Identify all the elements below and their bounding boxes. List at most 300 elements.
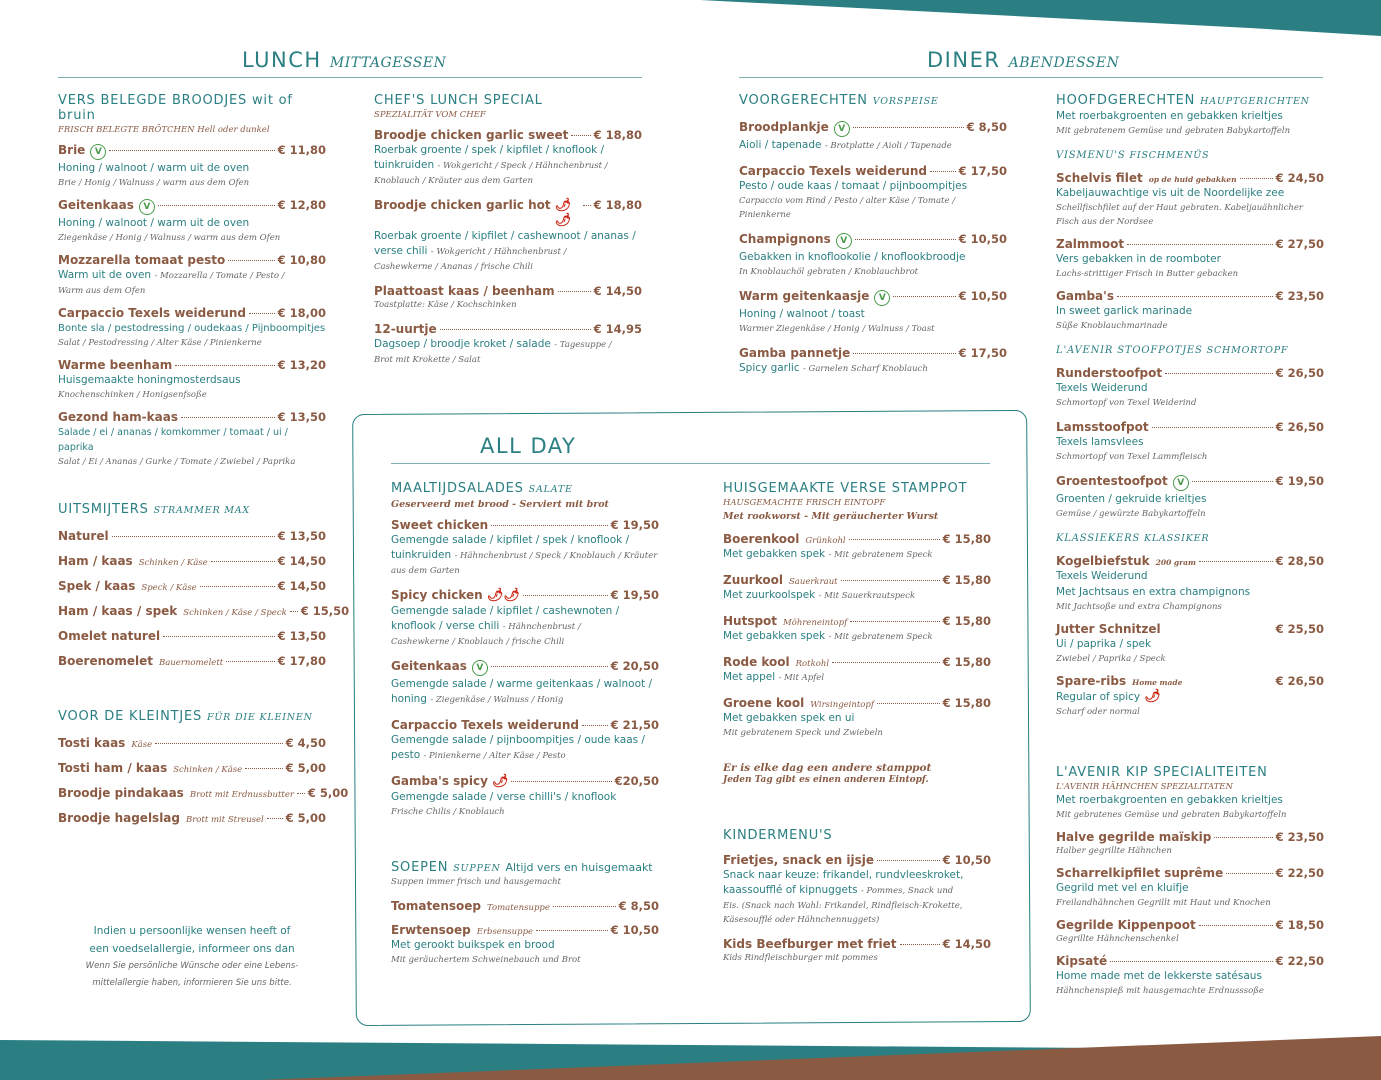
item-name: Spek / kaas <box>58 579 136 593</box>
item-price: €20,50 <box>614 774 659 788</box>
menu-item <box>723 655 991 686</box>
item-desc: Groenten / gekruide krieltjes <box>1056 493 1207 505</box>
item-extra: Brott mit Erdnussbutter <box>189 790 294 800</box>
hoofdgerechten-section <box>1056 93 1324 719</box>
item-desc: Roerbak groente / kipfilet / cashewnoot / ananas / verse chili <box>374 230 636 257</box>
item-price: € 17,80 <box>277 654 326 668</box>
item-desc: Warm uit de oven <box>58 269 152 281</box>
item-desc: Snack naar keuze: frikandel, rundvleeskroket, kaassoufflé of kipnuggets <box>723 869 964 896</box>
item-desc-de: Mit geräuchertem Schweinebauch und Brot <box>391 955 581 965</box>
item-extra: Schinken / Käse <box>173 765 243 775</box>
item-price: € 8,50 <box>966 120 1007 134</box>
menu-item <box>391 518 659 578</box>
subsection-title: L'AVENIR STOOFPOTJES SCHMORTOPF <box>1056 345 1289 356</box>
item-name: Runderstoofpot <box>1056 366 1163 380</box>
menu-item <box>374 322 642 367</box>
menu-item <box>1056 171 1324 229</box>
item-name: Boerenomelet <box>58 654 154 668</box>
item-name: Mozzarella tomaat pesto <box>58 253 226 267</box>
item-desc-de-inline: - Mit Sauerkrautspeck <box>818 591 916 601</box>
item-name: Groentestoofpot <box>1056 474 1168 488</box>
menu-item <box>723 853 991 927</box>
item-price: € 27,50 <box>1275 237 1324 251</box>
menu-item <box>58 410 326 469</box>
menu-item <box>58 554 326 568</box>
item-desc-de: Schmortopf von Texel Lammfleisch <box>1056 452 1208 462</box>
item-desc-de-inline: - Hähnchenbrust / Speck / Knoblauch / Kräuter <box>454 551 658 561</box>
item-price: € 14,50 <box>277 579 326 593</box>
item-extra: Käse <box>131 740 153 750</box>
vegetarian-icon: V <box>836 233 852 249</box>
item-desc-de: Süße Knoblauchmarinade <box>1056 321 1168 331</box>
diner-rule <box>739 77 1323 78</box>
menu-item <box>391 718 659 764</box>
item-desc-de: Toastplatte: Käse / Kochschinken <box>374 300 517 310</box>
item-desc: Spicy garlic <box>739 362 800 374</box>
item-desc-de-inline: - Mit gebratenem Speck <box>828 632 933 642</box>
menu-item <box>723 573 991 604</box>
item-name: Zalmmoot <box>1056 237 1125 251</box>
item-name: Carpaccio Texels weiderund <box>739 164 927 178</box>
item-price: € 18,00 <box>277 306 326 320</box>
menu-item <box>58 529 326 543</box>
daily-stamppot-note: Er is elke dag een andere stamppot Jeden Tag gibt es einen anderen Eintopf. <box>723 762 932 785</box>
menu-item <box>1056 830 1324 858</box>
menu-item <box>391 923 659 967</box>
section-subtitle: Suppen immer frisch und hausgemacht <box>391 877 561 887</box>
item-desc-de: Knochenschinken / Honigsenfsoße <box>58 390 207 400</box>
item-price: € 12,80 <box>277 198 326 212</box>
item-name: Naturel <box>58 529 109 543</box>
menu-item <box>1056 954 1324 998</box>
item-desc: Gemengde salade / verse chilli's / knoflook <box>391 791 617 803</box>
kleintjes-section <box>58 709 349 825</box>
item-extra: Tomatensuppe <box>486 903 550 913</box>
vegetarian-icon: V <box>874 290 890 306</box>
menu-item <box>58 629 326 643</box>
item-name: Spicy chicken <box>391 588 483 602</box>
item-name: Gamba's spicy <box>391 774 488 788</box>
item-name: Warme beenham <box>58 358 173 372</box>
item-name: Champignons <box>739 232 831 246</box>
chili-icon: 🌶 <box>1144 689 1161 704</box>
chef-section <box>374 93 642 367</box>
item-desc-de: Gegrillte Hähnchenschenkel <box>1056 934 1179 944</box>
item-name: Kogelbiefstuk <box>1056 554 1150 568</box>
menu-item <box>1056 237 1324 281</box>
item-name: Kipsaté <box>1056 954 1108 968</box>
item-desc-de: Frische Chilis / Knoblauch <box>391 807 505 817</box>
item-desc-de: Gemüse / gewürzte Babykartoffeln <box>1056 509 1206 519</box>
item-name: Gezond ham-kaas <box>58 410 178 424</box>
chili-icon: 🌶🌶 <box>486 588 520 603</box>
item-desc: In sweet garlick marinade <box>1056 305 1193 317</box>
menu-item <box>1056 289 1324 333</box>
item-desc-de: Eis. (Snack nach Wahl: Frikandel, Rindfleisch-Krokette, Käsesoufflé oder Hähnchennuggets) <box>723 901 963 925</box>
item-name: Plaattoast kaas / beenham <box>374 284 555 298</box>
lunch-rule <box>58 77 642 78</box>
item-price: € 25,50 <box>1275 622 1324 636</box>
lunch-heading: LUNCH MITTAGESSEN <box>242 48 447 72</box>
item-desc-de: Carpaccio vom Rind / Pesto / alter Käse / Tomate / Pinienkerne <box>739 196 956 220</box>
section-title: HOOFDGERECHTEN HAUPTGERICHTEN <box>1056 93 1310 108</box>
menu-item <box>1056 420 1324 464</box>
item-desc-de: Warmer Ziegenkäse / Honig / Walnuss / Toast <box>739 324 935 334</box>
section-title: MAALTIJDSALADES SALATE <box>391 481 573 496</box>
section-desc-de: Mit gebratenem Gemüse und gebraten Babykartoffeln <box>1056 126 1291 136</box>
section-title: UITSMIJTERS STRAMMER MAX <box>58 502 250 517</box>
menu-item <box>1056 366 1324 410</box>
item-price: € 13,50 <box>277 529 326 543</box>
item-name: 12-uurtje <box>374 322 437 336</box>
item-name: Jutter Schnitzel <box>1056 622 1161 636</box>
item-price: € 17,50 <box>958 346 1007 360</box>
menu-item <box>58 736 326 750</box>
item-price: € 10,50 <box>610 923 659 937</box>
menu-item <box>374 284 642 312</box>
item-price: € 10,50 <box>958 232 1007 246</box>
item-price: € 10,80 <box>277 253 326 267</box>
item-price: € 5,00 <box>285 761 326 775</box>
item-desc: Aioli / tapenade <box>739 139 822 151</box>
menu-item <box>58 358 326 402</box>
kip-section <box>1056 765 1324 998</box>
item-extra: Speck / Käse <box>141 583 197 593</box>
item-name: Boerenkool <box>723 532 800 546</box>
allday-heading: ALL DAY <box>480 434 577 458</box>
menu-item <box>58 604 350 618</box>
uitsmijters-section <box>58 502 350 668</box>
item-name: Broodje chicken garlic sweet <box>374 128 569 142</box>
item-price: € 15,80 <box>942 696 991 710</box>
section-title: VERS BELEGDE BROODJES wit of bruin <box>58 93 293 123</box>
menu-item <box>58 811 326 825</box>
item-desc: Gegrild met vel en kluifje <box>1056 882 1189 894</box>
section-title: L'AVENIR KIP SPECIALITEITEN <box>1056 765 1268 780</box>
menu-item <box>723 532 991 563</box>
item-price: € 14,95 <box>593 322 642 336</box>
item-desc: Met zuurkoolspek <box>723 589 816 601</box>
item-name: Tosti kaas <box>58 736 126 750</box>
item-price: € 22,50 <box>1275 954 1324 968</box>
item-name: Schelvis filet <box>1056 171 1143 185</box>
item-desc-de-inline: - Brotplatte / Aioli / Tapenade <box>824 141 952 151</box>
item-price: € 11,80 <box>277 143 326 157</box>
item-desc: Met appel <box>723 671 776 683</box>
item-name: Gamba pannetje <box>739 346 851 360</box>
menu-item <box>1056 918 1324 946</box>
menu-item <box>58 143 326 190</box>
chili-icon: 🌶🌶 <box>554 198 572 228</box>
item-price: € 8,50 <box>618 899 659 913</box>
item-name: Omelet naturel <box>58 629 161 643</box>
item-desc: Met gebakken spek en ui <box>723 712 855 724</box>
item-desc: Bonte sla / pestodressing / oudekaas / Pijnboompitjes <box>58 323 326 334</box>
menu-item <box>391 588 659 649</box>
item-extra: Brott mit Streusel <box>186 815 264 825</box>
section-title: CHEF'S LUNCH SPECIAL <box>374 93 543 108</box>
item-name: Halve gegrilde maïskip <box>1056 830 1212 844</box>
item-price: € 14,50 <box>942 937 991 951</box>
item-name: Zuurkool <box>723 573 783 587</box>
item-extra: Bauernomelett <box>159 658 224 668</box>
menu-item <box>374 198 642 274</box>
item-desc-de-inline: - Hähnchenbrust / <box>502 622 581 632</box>
item-price: € 13,50 <box>277 629 326 643</box>
allergy-note: Indien u persoonlijke wensen heeft of een voedselallergie, informeer ons dan Wenn Sie persönliche Wünsche oder eine Lebens- mittelallergie haben, informieren Sie uns bitte. <box>85 925 299 988</box>
item-price: € 28,50 <box>1275 554 1324 568</box>
item-desc: Ui / paprika / spek <box>1056 638 1152 650</box>
item-desc-de: Freilandhähnchen Gegrillt mit Haut und Knochen <box>1056 898 1271 908</box>
item-price: € 13,50 <box>277 410 326 424</box>
item-name: Scharrelkipfilet suprême <box>1056 866 1224 880</box>
menu-item <box>374 128 642 188</box>
item-price: € 13,20 <box>277 358 326 372</box>
item-name: Kids Beefburger met friet <box>723 937 897 951</box>
item-price: € 5,00 <box>307 786 349 800</box>
section-note: Met rookworst - Mit geräucherter Wurst <box>723 511 939 522</box>
item-name: Spare-ribs <box>1056 674 1127 688</box>
item-price: € 17,50 <box>958 164 1007 178</box>
item-name: Hutspot <box>723 614 778 628</box>
item-extra: Rotkohl <box>795 659 830 669</box>
menu-item <box>58 786 349 800</box>
menu-item <box>739 232 1007 279</box>
item-extra: Home made <box>1132 678 1183 687</box>
menu-item <box>58 198 326 245</box>
kinder-section <box>723 828 991 965</box>
vegetarian-icon: V <box>1173 475 1189 491</box>
item-desc: Roerbak groente / spek / kipfilet / knoflook / tuinkruiden <box>374 144 605 171</box>
item-price: € 14,50 <box>593 284 642 298</box>
salades-section <box>391 481 659 819</box>
item-price: € 19,50 <box>1275 474 1324 488</box>
item-price: € 15,50 <box>300 604 350 618</box>
item-desc: Kabeljauwachtige vis uit de Noordelijke zee <box>1056 187 1285 199</box>
menu-item <box>739 120 1007 154</box>
menu-item <box>58 253 326 298</box>
item-desc-de: Knoblauch / Kräuter aus dem Garten <box>374 176 533 186</box>
item-desc: Vers gebakken in de roomboter <box>1056 253 1221 265</box>
item-extra: Sauerkraut <box>788 577 838 587</box>
item-price: € 24,50 <box>1275 171 1324 185</box>
broodjes-section <box>58 93 326 469</box>
item-desc-de: In Knoblauchöl gebraten / Knoblauchbrot <box>739 267 919 277</box>
item-name: Rode kool <box>723 655 790 669</box>
item-name: Broodje chicken garlic hot <box>374 198 551 212</box>
menu-item <box>391 899 659 913</box>
item-price: € 22,50 <box>1275 866 1324 880</box>
item-desc-de: Mit Jachtsoße und extra Champignons <box>1056 602 1222 612</box>
item-name: Broodplankje <box>739 120 829 134</box>
item-desc-de: Mit gebratenem Speck und Zwiebeln <box>723 728 883 738</box>
item-desc-de-inline: - Mozzarella / Tomate / Pesto / <box>154 271 285 281</box>
item-desc-de: Kids Rindfleischburger mit pommes <box>723 953 878 963</box>
item-price: € 15,80 <box>942 614 991 628</box>
vegetarian-icon: V <box>834 121 850 137</box>
item-price: € 26,50 <box>1275 420 1324 434</box>
item-price: € 18,80 <box>593 128 642 142</box>
item-desc-de-inline: - Pommes, Snack und <box>860 886 954 896</box>
item-desc: Gemengde salade / pijnboompitjes / oude kaas / pesto <box>391 734 645 761</box>
item-price: € 15,80 <box>942 532 991 546</box>
section-title: VOORGERECHTEN VORSPEISE <box>739 93 939 108</box>
item-desc-de: Schellfischfilet auf der Haut gebraten. Kabeljauähnlicher Fisch aus der Nordsee <box>1056 203 1303 227</box>
item-price: € 18,50 <box>1275 918 1324 932</box>
item-desc-de-inline: - Pinienkerne / Alter Käse / Pesto <box>423 751 566 761</box>
item-name: Groene kool <box>723 696 805 710</box>
item-desc: Honing / walnoot / warm uit de oven <box>58 217 250 229</box>
section-desc: Met roerbakgroenten en gebakken krieltjes <box>1056 794 1283 806</box>
menu-item <box>1056 474 1324 521</box>
item-name: Brie <box>58 143 86 157</box>
menu-item <box>1056 622 1324 666</box>
item-desc: Regular of spicy <box>1056 691 1141 703</box>
section-subtitle: SPEZIALITÄT VOM CHEF <box>374 110 486 120</box>
item-name: Erwtensoep <box>391 923 471 937</box>
item-desc-de: Brot mit Krokette / Salat <box>374 355 481 365</box>
item-desc-de: Lachs-strittiger Frisch in Butter gebacken <box>1056 269 1239 279</box>
item-desc: Gemengde salade / warme geitenkaas / walnoot / honing <box>391 678 652 705</box>
item-price: € 10,50 <box>942 853 991 867</box>
item-desc: Pesto / oude kaas / tomaat / pijnboompitjes <box>739 180 968 192</box>
menu-item <box>391 774 659 819</box>
section-subtitle: HAUSGEMACHTE FRISCH EINTOPF <box>723 498 886 508</box>
item-price: € 19,50 <box>610 588 659 602</box>
menu-item <box>58 654 326 668</box>
item-desc-de-inline: - Garnelen Scharf Knoblauch <box>802 364 928 374</box>
menu-item <box>58 579 326 593</box>
item-desc: Met gerookt buikspek en brood <box>391 939 555 951</box>
section-subtitle: L'AVENIR HÄHNCHEN SPEZIALITATEN <box>1056 782 1233 792</box>
item-desc: Huisgemaakte honingmosterdsaus <box>58 374 241 386</box>
item-extra: Schinken / Käse / Speck <box>183 608 287 618</box>
item-desc: Texels Weiderund <box>1056 382 1148 394</box>
item-extra: Grünkohl <box>805 536 846 546</box>
menu-item <box>58 306 326 350</box>
item-price: € 26,50 <box>1275 366 1324 380</box>
item-desc-de: Salat / Ei / Ananas / Gurke / Tomate / Zwiebel / Paprika <box>58 457 296 467</box>
section-title: VOOR DE KLEINTJES FÜR DIE KLEINEN <box>58 709 313 724</box>
item-desc-de: Ziegenkäse / Honig / Walnuss / warm aus dem Ofen <box>58 233 281 243</box>
item-desc-de: aus dem Garten <box>391 566 460 576</box>
item-desc-de: Cashewkerne / Ananas / frische Chili <box>374 262 533 272</box>
item-name: Warm geitenkaasje <box>739 289 870 303</box>
item-name: Geitenkaas <box>58 198 134 212</box>
section-desc-de: Mit gebratenes Gemüse und gebraten Babykartoffeln <box>1056 810 1287 820</box>
item-name: Lamsstoofpot <box>1056 420 1149 434</box>
item-desc: Texels Weiderund <box>1056 570 1148 582</box>
menu-item <box>723 696 991 740</box>
item-desc: Gebakken in knoflookolie / knoflookbroodje <box>739 251 966 263</box>
item-desc-de-inline: - Wokgericht / Hähnchenbrust / <box>430 247 567 257</box>
item-price: € 20,50 <box>610 659 659 673</box>
item-price: € 10,50 <box>958 289 1007 303</box>
diner-heading: DINER ABENDESSEN <box>927 48 1120 72</box>
item-desc-de-inline: - Wokgericht / Speck / Hähnchenbrust / <box>437 161 608 171</box>
menu-item <box>723 937 991 965</box>
item-desc: Home made met de lekkerste satésaus <box>1056 970 1262 982</box>
item-desc-de: Brie / Honig / Walnuss / warm aus dem Ofen <box>58 178 250 188</box>
item-price: € 26,50 <box>1275 674 1324 688</box>
item-desc: Salade / ei / ananas / komkommer / tomaat / ui / paprika <box>58 427 288 453</box>
menu-item <box>1056 866 1324 910</box>
item-name: Broodje hagelslag <box>58 811 180 825</box>
section-subtitle: FRISCH BELEGTE BRÖTCHEN Hell oder dunkel <box>58 125 270 135</box>
subsection-title: KLASSIEKERS KLASSIKER <box>1056 533 1210 544</box>
menu-item <box>1056 554 1324 614</box>
item-desc-de: Hähnchenspieß mit hausgemachte Erdnusssoße <box>1056 986 1264 996</box>
menu-item <box>739 346 1007 377</box>
item-price: € 15,80 <box>942 655 991 669</box>
item-price: € 5,00 <box>285 811 326 825</box>
item-desc: Met Jachtsaus en extra champignons <box>1056 586 1251 598</box>
item-desc-de-inline: - Mit gebratenem Speck <box>828 550 933 560</box>
item-desc-de-inline: - Mit Apfel <box>778 673 825 683</box>
menu-item <box>391 659 659 708</box>
vegetarian-icon: V <box>90 144 106 160</box>
subsection-title: VISMENU'S FISCHMENÜS <box>1056 150 1210 161</box>
item-name: Ham / kaas / spek <box>58 604 178 618</box>
item-desc: Honing / walnoot / toast <box>739 308 865 320</box>
item-name: Gegrilde Kippenpoot <box>1056 918 1196 932</box>
section-title: SOEPEN SUPPEN Altijd vers en huisgemaakt <box>391 860 653 875</box>
item-name: Broodje pindakaas <box>58 786 184 800</box>
item-desc: Gemengde salade / kipfilet / spek / knoflook / tuinkruiden <box>391 534 630 561</box>
item-price: € 14,50 <box>277 554 326 568</box>
vegetarian-icon: V <box>472 660 488 676</box>
menu-item <box>1056 674 1324 719</box>
item-name: Ham / kaas <box>58 554 133 568</box>
menu-item <box>739 164 1007 222</box>
menu-item <box>723 614 991 645</box>
voorgerechten-section <box>739 93 1007 377</box>
item-name: Carpaccio Texels weiderund <box>391 718 579 732</box>
item-price: € 4,50 <box>285 736 326 750</box>
section-note: Geserveerd met brood - Serviert mit brot <box>391 499 609 510</box>
chili-icon: 🌶 <box>491 774 509 789</box>
item-desc-de-inline: - Tagesuppe / <box>554 340 612 350</box>
item-price: € 19,50 <box>610 518 659 532</box>
item-name: Tomatensoep <box>391 899 481 913</box>
item-extra: 200 gram <box>1155 558 1196 567</box>
soepen-section <box>391 860 659 967</box>
section-desc: Met roerbakgroenten en gebakken krieltjes <box>1056 110 1283 122</box>
item-desc-de: Scharf oder normal <box>1056 707 1140 717</box>
item-desc-de: Warm aus dem Ofen <box>58 286 146 296</box>
item-extra: Schinken / Käse <box>138 558 208 568</box>
item-desc-de: Zwiebel / Paprika / Speck <box>1056 654 1166 664</box>
item-extra: op de huid gebakken <box>1148 175 1237 184</box>
item-price: € 21,50 <box>610 718 659 732</box>
item-desc-de: Salat / Pestodressing / Alter Käse / Pinienkerne <box>58 338 262 348</box>
item-price: € 23,50 <box>1275 289 1324 303</box>
item-name: Frietjes, snack en ijsje <box>723 853 875 867</box>
item-price: € 15,80 <box>942 573 991 587</box>
item-price: € 18,80 <box>593 198 642 212</box>
item-desc: Met gebakken spek <box>723 548 826 560</box>
section-title: HUISGEMAAKTE VERSE STAMPPOT <box>723 481 968 496</box>
item-extra: Möhreneintopf <box>783 618 848 628</box>
item-desc-de: Cashewkerne / Knoblauch / frische Chili <box>391 637 565 647</box>
item-name: Tosti ham / kaas <box>58 761 168 775</box>
item-name: Sweet chicken <box>391 518 489 532</box>
menu-item <box>58 761 326 775</box>
item-desc-de: Schmortopf von Texel Weiderind <box>1056 398 1197 408</box>
item-desc-de: Halber gegrillte Hähnchen <box>1056 846 1172 856</box>
item-desc: Honing / walnoot / warm uit de oven <box>58 162 250 174</box>
item-name: Gamba's <box>1056 289 1114 303</box>
